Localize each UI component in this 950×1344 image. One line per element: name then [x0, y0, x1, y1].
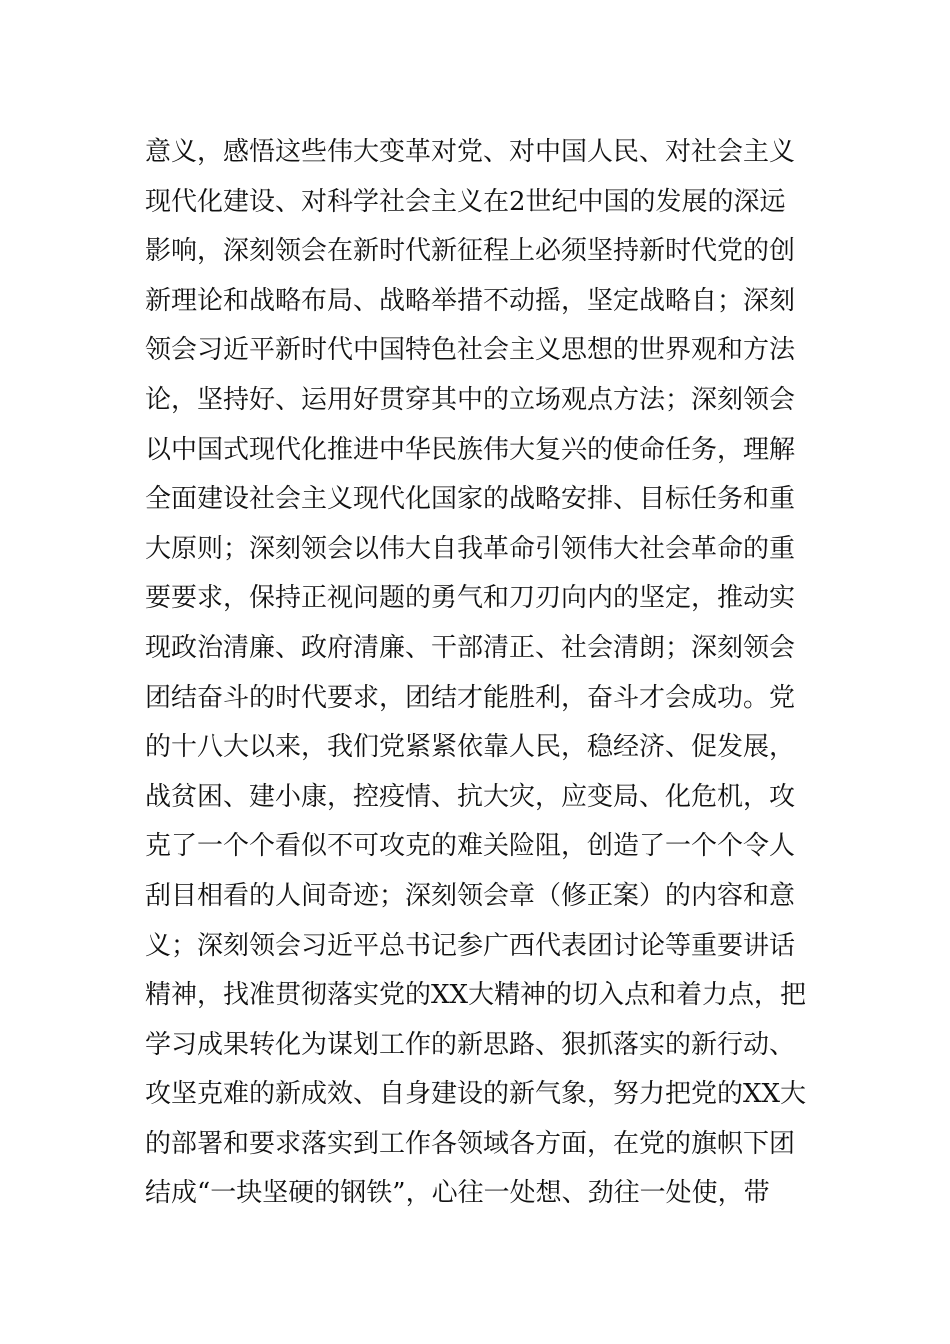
text-line: 的部署和要求落实到工作各领域各方面，在党的旗帜下团: [145, 1128, 796, 1159]
text-line: 影响，深刻领会在新时代新征程上必须坚持新时代党的创: [145, 236, 796, 267]
text-line: 以中国式现代化推进中华民族伟大复兴的使命任务，理解: [145, 434, 796, 465]
text-line: 战贫困、建小康，控疫情、抗大灾，应变局、化危机，攻: [145, 781, 796, 812]
text-line: 论，坚持好、运用好贯穿其中的立场观点方法；深刻领会: [145, 384, 796, 415]
text-line: 精神，找准贯彻落实党的XX大精神的切入点和着力点，把: [145, 980, 807, 1011]
text-line: 意义，感悟这些伟大变革对党、对中国人民、对社会主义: [145, 137, 796, 167]
text-line: 新理论和战略布局、战略举措不动摇，坚定战略自；深刻: [145, 285, 796, 316]
text-line: 刮目相看的人间奇迹；深刻领会章（修正案）的内容和意: [145, 880, 796, 911]
text-line: 的十八大以来，我们党紧紧依靠人民，稳经济、促发展，: [145, 732, 796, 763]
text-line: 全面建设社会主义现代化国家的战略安排、目标任务和重: [145, 484, 796, 515]
text-line: 团结奋斗的时代要求，团结才能胜利，奋斗才会成功。党: [145, 682, 796, 713]
text-line: 结成“一块坚硬的钢铁”，心往一处想、劲往一处使，带: [145, 1178, 770, 1209]
text-line: 现代化建设、对科学社会主义在2世纪中国的发展的深远: [145, 186, 786, 217]
text-line: 学习成果转化为谋划工作的新思路、狠抓落实的新行动、: [145, 1029, 796, 1060]
text-line: 大原则；深刻领会以伟大自我革命引领伟大社会革命的重: [145, 533, 796, 564]
text-line: 义；深刻领会习近平总书记参广西代表团讨论等重要讲话: [145, 930, 796, 961]
text-line: 攻坚克难的新成效、自身建设的新气象，努力把党的XX大: [145, 1079, 807, 1110]
text-line: 要要求，保持正视问题的勇气和刀刃向内的坚定，推动实: [145, 583, 796, 614]
body-text: [145, 128, 815, 1219]
text-line: 克了一个个看似不可攻克的难关险阻，创造了一个个令人: [145, 831, 796, 862]
text-line: 现政治清廉、政府清廉、干部清正、社会清朗；深刻领会: [145, 632, 796, 663]
text-line: 领会习近平新时代中国特色社会主义思想的世界观和方法: [145, 335, 796, 366]
